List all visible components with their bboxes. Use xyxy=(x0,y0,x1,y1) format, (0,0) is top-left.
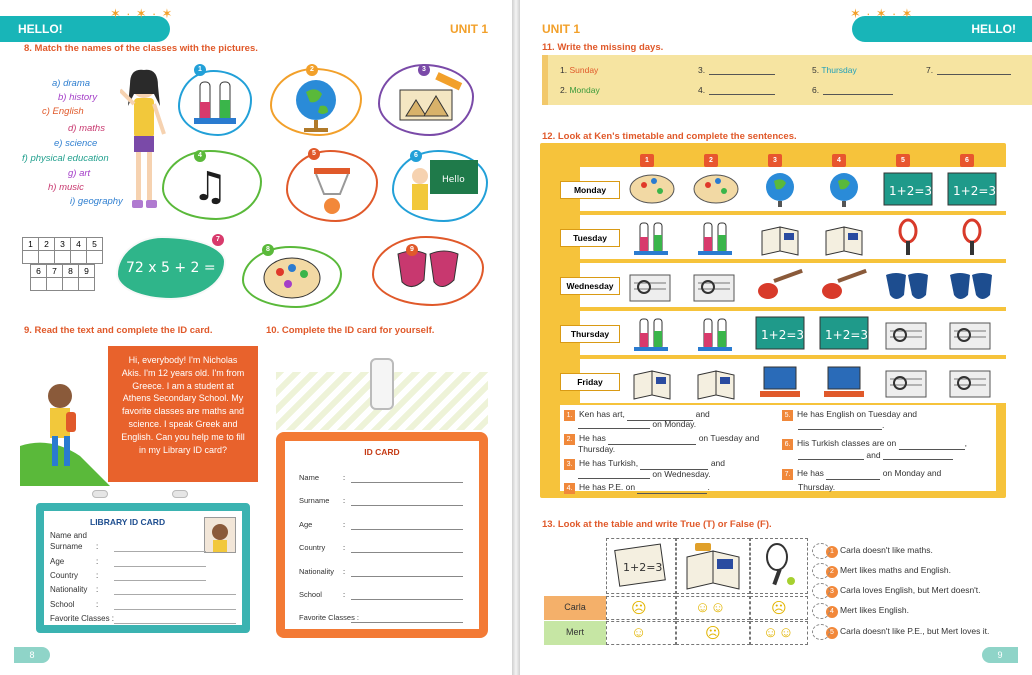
period-number: 4 xyxy=(832,154,846,167)
ex12-title: 12. Look at Ken's timetable and complete the sentences. xyxy=(542,131,797,142)
ex8-title: 8. Match the names of the classes with the pictures. xyxy=(24,43,258,54)
tf-statement: 5 Carla doesn't like P.E., but Mert loves it. xyxy=(826,626,989,639)
sparkle-decoration-icon: ✶ ∙ ✶ ∙ ✶ xyxy=(850,6,914,21)
science-icon xyxy=(698,223,732,255)
grid-answer-cell[interactable] xyxy=(55,251,71,264)
field-label: Nationality xyxy=(299,567,335,576)
day-answer-blank[interactable] xyxy=(709,87,775,95)
grid-number: 8 xyxy=(63,265,79,278)
svg-text:♫: ♫ xyxy=(192,164,228,210)
day-answer-blank[interactable] xyxy=(937,67,1011,75)
sentence-5: 5. He has English on Tuesday and xyxy=(782,409,917,421)
art-icon xyxy=(630,175,674,203)
picture-number: 1 xyxy=(194,64,206,76)
answer-circle[interactable] xyxy=(812,624,830,640)
answer-circle[interactable] xyxy=(812,563,830,579)
hello-tab: HELLO! xyxy=(852,16,1032,42)
turkish-newspaper-icon xyxy=(950,323,990,349)
svg-text:1+2=3: 1+2=3 xyxy=(953,184,997,198)
day-item: 6. xyxy=(812,85,893,95)
age-field[interactable] xyxy=(351,529,463,530)
double-happy-face-icon: ☺☺ xyxy=(695,599,726,616)
answer-grid xyxy=(30,264,95,291)
grid-number: 6 xyxy=(31,265,47,278)
picture-maths xyxy=(116,236,226,300)
day-item: 7. xyxy=(926,65,1011,75)
sentence-6: 6. His Turkish classes are on , xyxy=(782,438,967,450)
sentence-7: 7. He has on Monday and xyxy=(782,468,941,480)
ex11-title: 11. Write the missing days. xyxy=(542,42,664,53)
field-label: School xyxy=(50,600,75,609)
grid-answer-cell[interactable] xyxy=(87,251,103,264)
science-icon xyxy=(634,319,668,351)
sentence-3-cont: on Wednesday. xyxy=(578,469,711,479)
picture-number: 7 xyxy=(212,234,224,246)
favorite-classes-field[interactable] xyxy=(114,623,236,624)
carla-pe-cell xyxy=(750,596,808,620)
nicholas-speech-bubble: Hi, everybody! I'm Nicholas Akis. I'm 12 years old. I'm from Greece. I am a student at Athens Secondary School. My favorite classes are maths and science. I speak Greek and English. Can you help me to fill in my Library ID card? xyxy=(108,346,258,482)
unit-label: UNIT 1 xyxy=(542,22,581,36)
picture-number: 4 xyxy=(194,150,206,162)
field-label: Surname xyxy=(299,496,330,505)
sentence-blank[interactable] xyxy=(899,442,965,450)
field-label: Name xyxy=(299,473,320,482)
picture-number: 5 xyxy=(308,148,320,160)
missing-days-strip xyxy=(542,55,1032,105)
maths-picture-cell xyxy=(606,538,676,594)
field-label: Nationality xyxy=(50,585,88,594)
guitar-icon xyxy=(758,269,803,299)
library-id-card: LIBRARY ID CARD Name and Surname : Age : Country : Nationality : School : Favorite Classes : xyxy=(36,503,250,633)
sad-face-icon: ☹ xyxy=(631,600,647,617)
picture-number: 6 xyxy=(410,150,422,162)
answer-circle[interactable] xyxy=(812,583,830,599)
drama-masks-icon xyxy=(886,273,928,299)
class-item: g) art xyxy=(68,168,91,179)
tuesday-lessons xyxy=(624,217,1004,259)
tf-statement: 3 Carla loves English, but Mert doesn't. xyxy=(826,585,981,598)
day-label: Friday xyxy=(560,373,620,391)
tennis-racket-icon xyxy=(964,220,980,255)
picture-geography xyxy=(270,68,362,136)
sentence-blank[interactable] xyxy=(826,472,880,480)
grid-answer-cell[interactable] xyxy=(79,278,95,291)
nationality-field[interactable] xyxy=(351,576,463,577)
drama-masks-icon xyxy=(950,273,992,299)
sentence-1: 1. Ken has art, and xyxy=(564,409,710,421)
maths-board-icon xyxy=(948,173,996,205)
day-answer-blank[interactable] xyxy=(709,67,775,75)
grid-number: 5 xyxy=(87,238,103,251)
svg-text:1+2=3: 1+2=3 xyxy=(889,184,933,198)
class-item: e) science xyxy=(54,138,98,149)
maths-board-text: 72 x 5 + 2 = xyxy=(126,260,216,276)
sentence-blank[interactable] xyxy=(798,422,882,430)
field-label: Country xyxy=(50,571,79,580)
answer-circle[interactable] xyxy=(812,603,830,619)
day-answer-blank[interactable] xyxy=(823,87,893,95)
grid-number: 1 xyxy=(23,238,39,251)
sentence-blank[interactable] xyxy=(883,452,953,460)
field-label: Favorite Classes : xyxy=(299,613,360,622)
field-label: School xyxy=(299,590,322,599)
day-label: Monday xyxy=(560,181,620,199)
library-card-title: LIBRARY ID CARD xyxy=(90,517,166,527)
svg-text:1+2=3: 1+2=3 xyxy=(623,561,663,574)
english-picture-cell xyxy=(676,538,750,594)
sad-face-icon: ☹ xyxy=(771,600,787,617)
english-book-icon xyxy=(698,371,734,399)
sentence-blank[interactable] xyxy=(798,452,864,460)
name-field[interactable] xyxy=(114,551,206,552)
picture-number: 9 xyxy=(406,244,418,256)
class-item: b) history xyxy=(58,92,98,103)
english-book-icon xyxy=(762,227,798,255)
picture-art xyxy=(242,246,342,308)
grid-number: 2 xyxy=(39,238,55,251)
sparkle-decoration-icon: ✶ ∙ ✶ ∙ ✶ xyxy=(110,6,174,21)
grid-answer-cell[interactable] xyxy=(63,278,79,291)
period-number: 2 xyxy=(704,154,718,167)
picture-english xyxy=(392,150,488,222)
school-field[interactable] xyxy=(351,599,463,600)
carla-maths-cell xyxy=(606,596,676,620)
tf-statement: 4 Mert likes English. xyxy=(826,605,909,618)
card-clip-icon xyxy=(172,490,188,498)
turkish-newspaper-icon xyxy=(630,275,670,301)
country-field[interactable] xyxy=(114,580,206,581)
mert-maths-cell xyxy=(606,621,676,645)
turkish-newspaper-icon xyxy=(886,323,926,349)
maths-board-icon xyxy=(884,173,932,205)
country-field[interactable] xyxy=(351,552,463,553)
day-label: Wednesday xyxy=(560,277,620,295)
friday-lessons xyxy=(624,361,1004,403)
ex9-title: 9. Read the text and complete the ID card. xyxy=(24,325,213,336)
pe-picture-cell xyxy=(750,538,808,594)
thursday-lessons xyxy=(624,313,1004,355)
grid-answer-cell[interactable] xyxy=(47,278,63,291)
picture-number: 3 xyxy=(418,64,430,76)
student-name-mert: Mert xyxy=(544,621,606,645)
sentence-blank[interactable] xyxy=(578,471,650,479)
grid-answer-cell[interactable] xyxy=(39,251,55,264)
class-item: i) geography xyxy=(70,196,123,207)
id-card: ID CARD Name : Surname : Age : Country : Nationality : School : Favorite Classes : xyxy=(276,432,488,638)
page-number: 9 xyxy=(982,647,1018,663)
book-gutter xyxy=(512,0,520,675)
picture-physical-education xyxy=(286,150,378,222)
unit-label: UNIT 1 xyxy=(450,22,489,36)
favorite-classes-field[interactable] xyxy=(351,622,463,623)
turkish-newspaper-icon xyxy=(886,371,926,397)
picture-music xyxy=(162,150,262,220)
picture-number: 2 xyxy=(306,64,318,76)
day-label: Tuesday xyxy=(560,229,620,247)
student-photo xyxy=(204,517,236,553)
class-item: h) music xyxy=(48,182,84,193)
sentence-blank[interactable] xyxy=(608,437,696,445)
tf-statement: 1 Carla doesn't like maths. xyxy=(826,545,933,558)
guitar-icon xyxy=(822,269,867,299)
field-label: Age xyxy=(299,520,313,529)
sentence-blank[interactable] xyxy=(637,486,707,494)
sentence-4: 4. He has P.E. on . xyxy=(564,482,710,494)
picture-science xyxy=(178,70,252,136)
ex13-title: 13. Look at the table and write True (T) or False (F). xyxy=(542,519,772,530)
sentence-3: 3. He has Turkish, and xyxy=(564,458,725,470)
class-item: a) drama xyxy=(52,78,91,89)
svg-text:1+2=3: 1+2=3 xyxy=(825,328,869,342)
geography-icon xyxy=(766,173,794,207)
day-item: 5. Thursday xyxy=(812,65,857,75)
surname-field[interactable] xyxy=(351,505,463,506)
picture-number: 8 xyxy=(262,244,274,256)
day-label: Thursday xyxy=(560,325,620,343)
art-icon xyxy=(694,175,738,203)
grid-number: 3 xyxy=(55,238,71,251)
class-item: c) English xyxy=(42,106,84,117)
computer-icon xyxy=(824,367,864,397)
answer-grid xyxy=(22,237,103,264)
happy-face-icon: ☺ xyxy=(631,624,647,641)
grid-number: 4 xyxy=(71,238,87,251)
id-card-title: ID CARD xyxy=(364,447,400,457)
class-item: f) physical education xyxy=(22,153,109,164)
science-icon xyxy=(634,223,668,255)
svg-text:1+2=3: 1+2=3 xyxy=(761,328,805,342)
sentence-2: 2. He has on Tuesday and xyxy=(564,433,759,445)
day-item: 4. xyxy=(698,85,775,95)
name-field[interactable] xyxy=(351,482,463,483)
english-book-icon xyxy=(634,371,670,399)
turkish-newspaper-icon xyxy=(950,371,990,397)
tf-statement: 2 Mert likes maths and English. xyxy=(826,565,951,578)
ex10-title: 10. Complete the ID card for yourself. xyxy=(266,325,435,336)
nationality-field[interactable] xyxy=(114,594,236,595)
age-field[interactable] xyxy=(114,566,206,567)
field-label: Favorite Classes : xyxy=(50,614,115,623)
sentence-5-cont: . xyxy=(798,420,884,430)
class-item: d) maths xyxy=(68,123,105,134)
page-number: 8 xyxy=(14,647,50,663)
grid-number: 7 xyxy=(47,265,63,278)
sentence-7-cont: Thursday. xyxy=(798,482,836,492)
period-number: 3 xyxy=(768,154,782,167)
computer-icon xyxy=(760,367,800,397)
field-label: Country xyxy=(299,543,326,552)
hello-board-text: Hello xyxy=(442,175,465,185)
sentence-blank[interactable] xyxy=(578,421,650,429)
boy-hiking-illustration xyxy=(20,376,110,486)
grid-answer-cell[interactable] xyxy=(23,251,39,264)
picture-drama xyxy=(372,236,484,306)
badge-holder-icon xyxy=(370,358,394,410)
right-page xyxy=(520,0,1032,675)
hello-tab: HELLO! xyxy=(0,16,170,42)
field-label: Name and xyxy=(50,531,87,540)
tennis-racket-icon xyxy=(900,220,916,255)
field-label: Age xyxy=(50,557,65,566)
geography-icon xyxy=(830,173,858,207)
grid-answer-cell[interactable] xyxy=(71,251,87,264)
wednesday-lessons xyxy=(624,265,1004,307)
left-page xyxy=(0,0,512,675)
day-item: 3. xyxy=(698,65,775,75)
student-name-carla: Carla xyxy=(544,596,606,620)
day-item: 1. Sunday xyxy=(560,65,599,75)
carla-english-cell xyxy=(676,596,750,620)
maths-board-icon xyxy=(756,317,804,349)
science-icon xyxy=(698,319,732,351)
sentence-6-cont: and xyxy=(798,450,953,460)
sentence-1-cont: on Monday. xyxy=(578,419,696,429)
girl-pointing-illustration xyxy=(120,64,168,224)
grid-number: 9 xyxy=(79,265,95,278)
turkish-newspaper-icon xyxy=(694,275,734,301)
card-clip-icon xyxy=(92,490,108,498)
monday-lessons xyxy=(624,169,1004,211)
mert-pe-cell xyxy=(750,621,808,645)
mert-english-cell xyxy=(676,621,750,645)
answer-circle[interactable] xyxy=(812,543,830,559)
english-book-icon xyxy=(826,227,862,255)
period-number: 6 xyxy=(960,154,974,167)
sentence-2-cont: Thursday. xyxy=(578,444,616,454)
sad-face-icon: ☹ xyxy=(705,625,721,642)
grid-answer-cell[interactable] xyxy=(31,278,47,291)
period-number: 1 xyxy=(640,154,654,167)
school-field[interactable] xyxy=(114,609,236,610)
double-happy-face-icon: ☺☺ xyxy=(763,624,794,641)
field-label: Surname xyxy=(50,542,83,551)
day-item: 2. Monday xyxy=(560,85,600,95)
period-number: 5 xyxy=(896,154,910,167)
maths-board-icon xyxy=(820,317,868,349)
